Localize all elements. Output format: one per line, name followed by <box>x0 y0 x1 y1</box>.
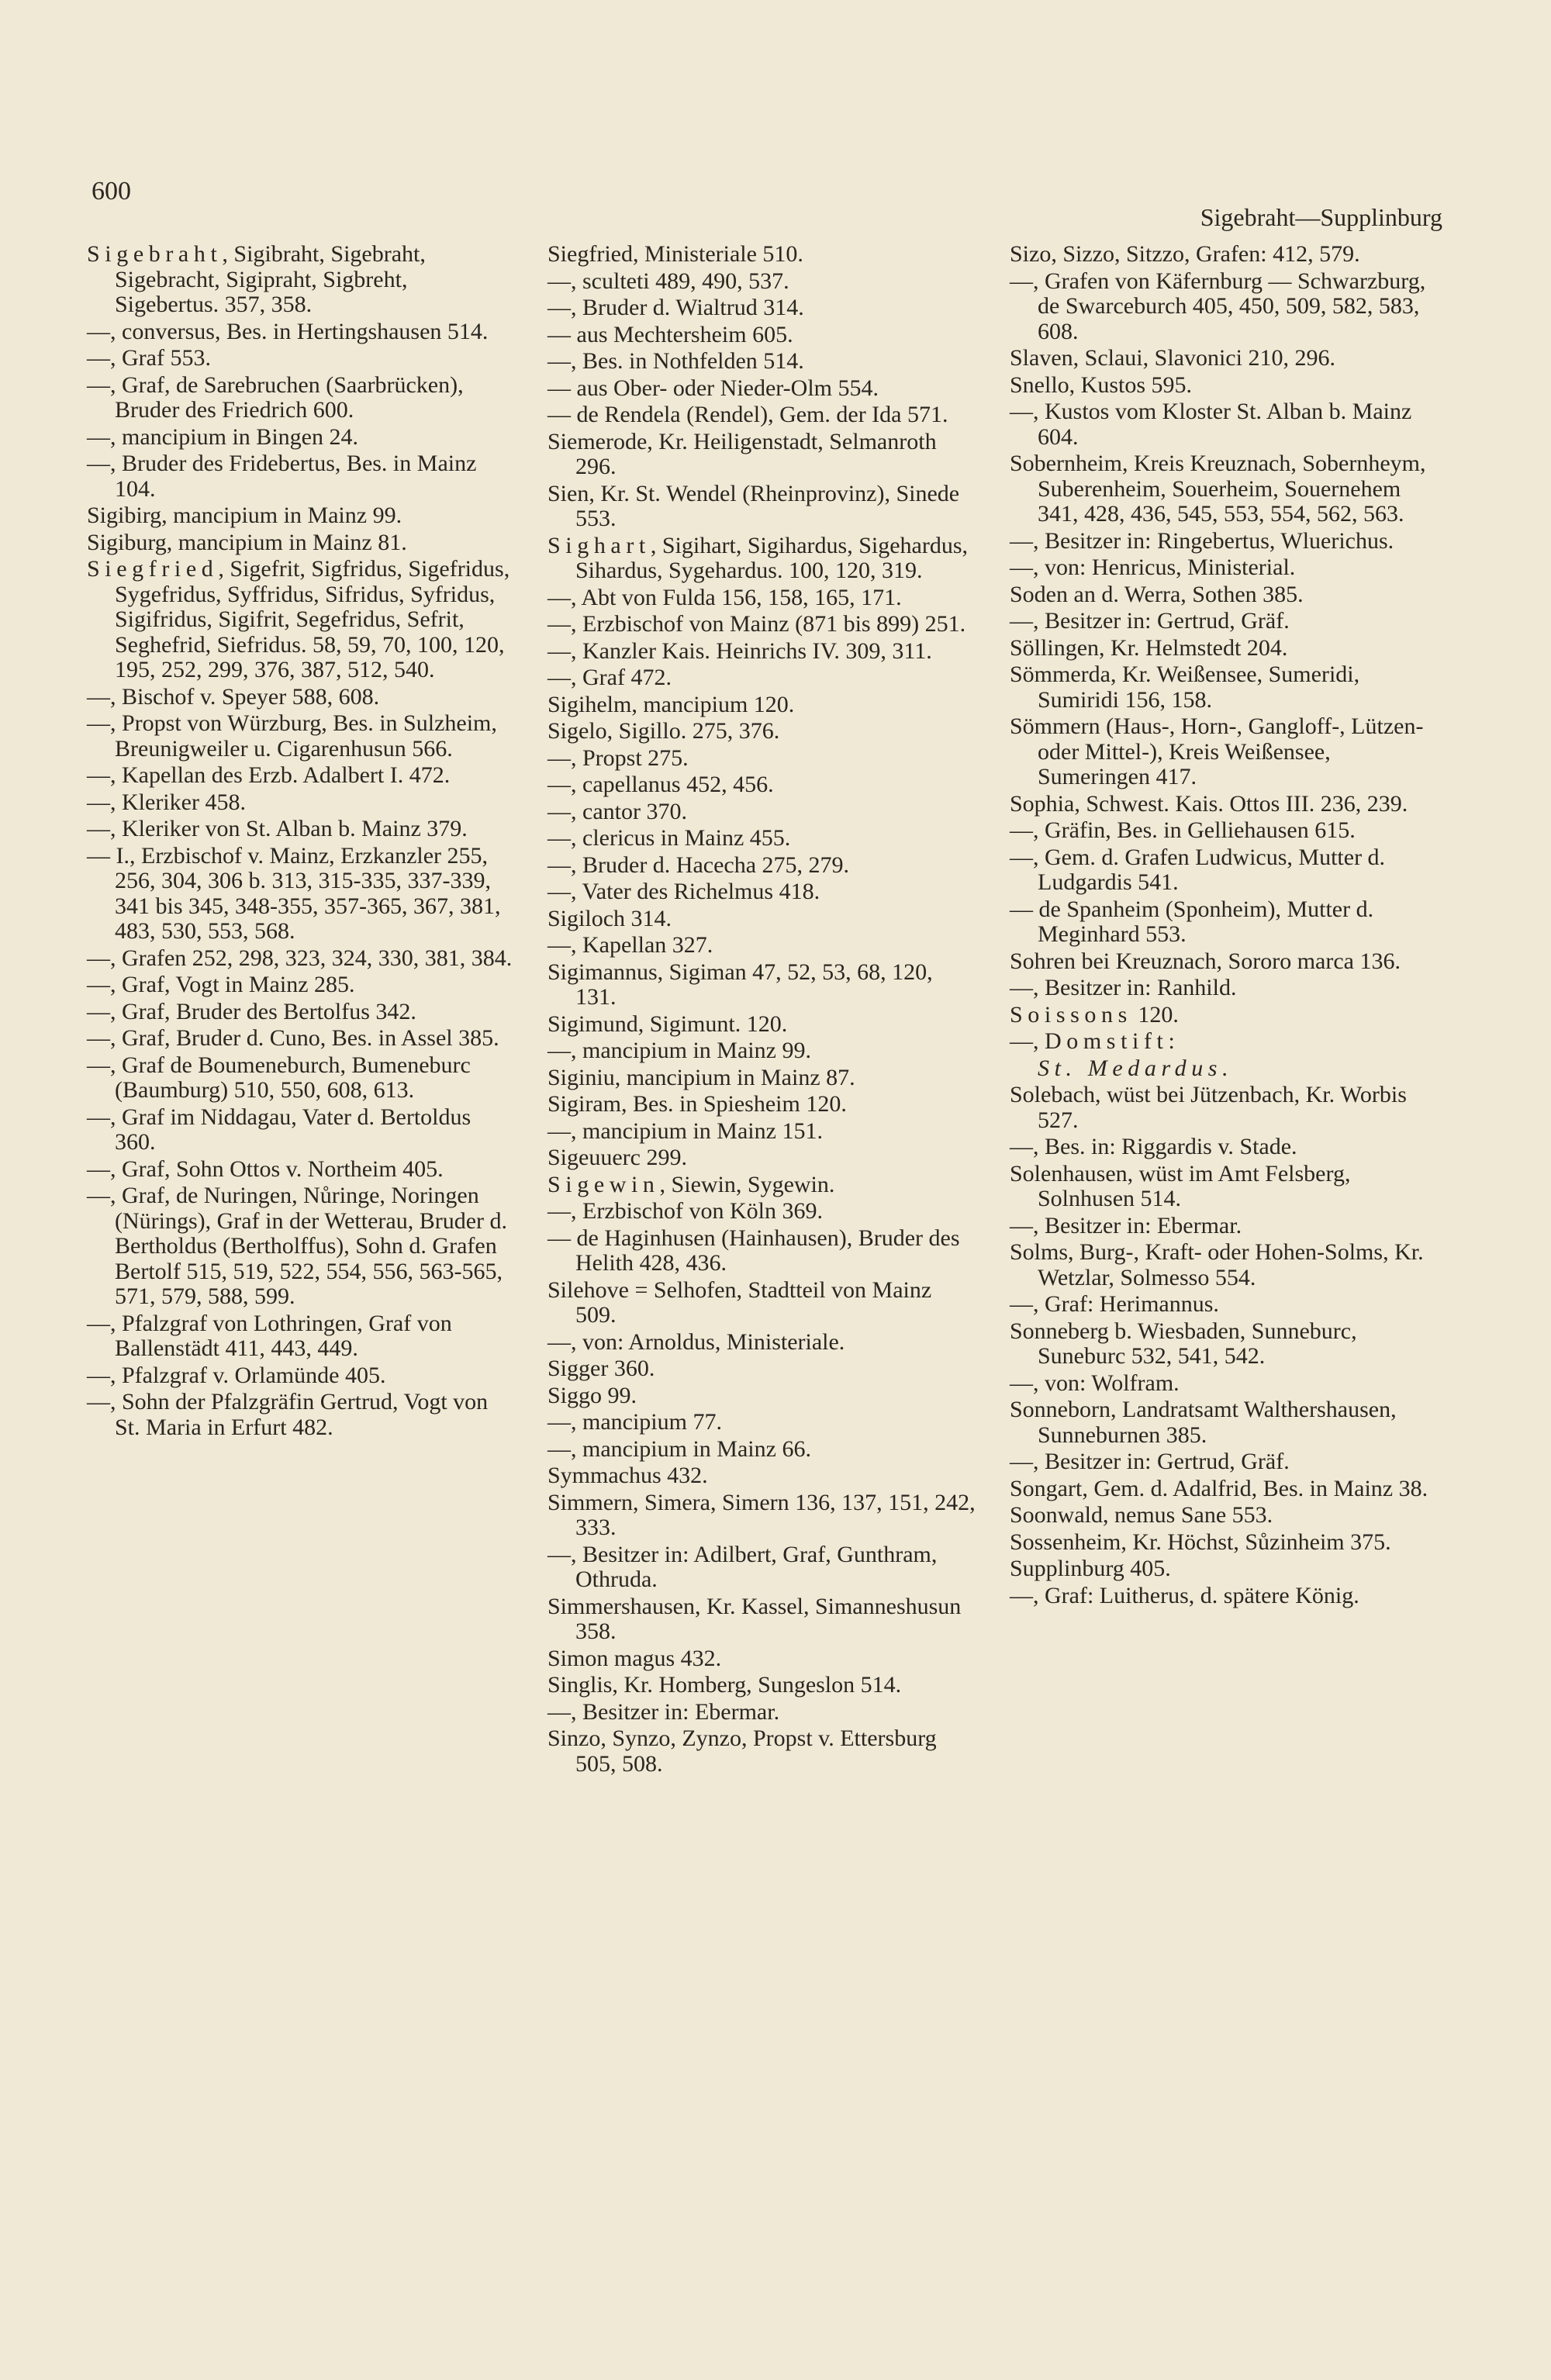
index-entry <box>87 1311 517 1362</box>
index-entry <box>1010 792 1444 817</box>
index-entry <box>548 430 978 480</box>
index-entry <box>1010 555 1444 581</box>
index-entry <box>548 826 978 851</box>
entry-text: 120. <box>1131 1001 1179 1028</box>
index-entry <box>1010 1397 1444 1448</box>
entry-text: Sömmerda, Kr. Weißensee, Sumeridi, Sumiridi 156, 158. <box>1010 661 1360 713</box>
entry-text: —, Bruder d. Hacecha 275, 279. <box>548 851 850 878</box>
index-entry <box>548 907 978 932</box>
entry-text: —, Kleriker 458. <box>87 789 246 815</box>
index-entry <box>548 1437 978 1463</box>
index-entry <box>548 1726 978 1777</box>
entry-text: Sossenheim, Kr. Höchst, Sůzinheim 375. <box>1010 1529 1391 1555</box>
index-entry <box>548 693 978 718</box>
index-entry <box>1010 269 1444 345</box>
spaced-headword: Sigewin <box>548 1171 660 1197</box>
entry-text: —, Graf: Herimannus. <box>1010 1291 1219 1317</box>
entry-text: —, Bischof v. Speyer 588, 608. <box>87 683 380 710</box>
index-entry <box>548 719 978 744</box>
entry-text: —, mancipium in Mainz 99. <box>548 1038 811 1063</box>
index-entry <box>548 269 978 295</box>
index-entry <box>87 946 517 972</box>
entry-text: Sonneberg b. Wiesbaden, Sunneburc, Suneburc 532, 541, 542. <box>1010 1318 1357 1369</box>
entry-text: Snello, Kustos 595. <box>1010 371 1193 398</box>
entry-text: Simmern, Simera, Simern 136, 137, 151, 242, 333. <box>548 1489 976 1540</box>
entry-text: —, Erzbischof von Köln 369. <box>548 1198 823 1224</box>
index-entry <box>87 972 517 998</box>
index-entry <box>548 1356 978 1382</box>
index-entry <box>548 1278 978 1328</box>
entry-text: Sigger 360. <box>548 1356 655 1381</box>
index-entry <box>548 1491 978 1541</box>
index-entry <box>548 1330 978 1356</box>
entry-text: —, Abt von Fulda 156, 158, 165, 171. <box>548 584 902 610</box>
index-entry <box>548 1383 978 1409</box>
index-entry <box>1010 976 1444 1001</box>
entry-text: Symmachus 432. <box>548 1463 708 1488</box>
index-entry <box>87 530 517 556</box>
entry-text: Sigihelm, mancipium 120. <box>548 691 795 717</box>
index-entry <box>548 960 978 1010</box>
index-entry <box>87 373 517 423</box>
index-entry <box>1010 1292 1444 1318</box>
index-entry <box>548 1092 978 1117</box>
entry-text: —, Kanzler Kais. Heinrichs IV. 309, 311. <box>548 637 932 664</box>
index-entry <box>548 349 978 375</box>
entry-text: —, mancipium in Mainz 151. <box>548 1117 823 1144</box>
entry-text: Solms, Burg-, Kraft- oder Hohen-Solms, Kr. Wetzlar, Solmesso 554. <box>1010 1239 1424 1290</box>
index-entry <box>548 295 978 321</box>
entry-text: —, Kleriker von St. Alban b. Mainz 379. <box>87 816 468 841</box>
entry-text: —, Besitzer in: Ringebertus, Wluerichus. <box>1010 527 1394 554</box>
index-entry <box>87 346 517 371</box>
spaced-headword: Sighart <box>548 532 651 558</box>
entry-text: —, Graf, Sohn Ottos v. Northeim 405. <box>87 1155 444 1182</box>
index-entry <box>1010 1503 1444 1529</box>
entry-text: —, Bruder d. Wialtrud 314. <box>548 295 804 320</box>
index-entry <box>87 685 517 710</box>
entry-text: —, Graf, Vogt in Mainz 285. <box>87 972 355 997</box>
index-entry <box>548 1038 978 1064</box>
entry-text: Siginiu, mancipium in Mainz 87. <box>548 1064 855 1090</box>
entry-text: —, von: Henricus, Ministerial. <box>1010 554 1296 580</box>
entry-text: Sien, Kr. St. Wendel (Rheinprovinz), Sinede 553. <box>548 480 960 531</box>
entry-text: —, Besitzer in: Ebermar. <box>548 1698 780 1725</box>
entry-text: —, Graf de Boumeneburch, Bumeneburc (Baumburg) 510, 550, 608, 613. <box>87 1052 471 1103</box>
entry-text: Sigiram, Bes. in Spiesheim 120. <box>548 1091 847 1117</box>
entry-text: —, sculteti 489, 490, 537. <box>548 268 789 294</box>
entry-text: Simon magus 432. <box>548 1645 722 1671</box>
page-number: 600 <box>92 177 131 206</box>
index-entry <box>1010 845 1444 896</box>
entry-text: —, Graf 553. <box>87 345 211 371</box>
spaced-headword: Siegfried <box>87 556 219 582</box>
entry-text: —, Kapellan 327. <box>548 932 713 958</box>
index-entry <box>548 1119 978 1145</box>
entry-text: — aus Mechtersheim 605. <box>548 321 793 347</box>
index-entry <box>548 242 978 268</box>
entry-text: —, Graf, Bruder d. Cuno, Bes. in Assel 385. <box>87 1025 499 1051</box>
index-entry <box>1010 1584 1444 1609</box>
entry-text: Sigiburg, mancipium in Mainz 81. <box>87 529 407 555</box>
index-entry <box>548 1173 978 1198</box>
index-entry <box>87 425 517 451</box>
entry-text: Sinzo, Synzo, Zynzo, Propst v. Ettersburg 505, 508. <box>548 1725 937 1777</box>
entry-text: —, Besitzer in: Ebermar. <box>1010 1212 1242 1238</box>
entry-text: Sohren bei Kreuznach, Sororo marca 136. <box>1010 948 1401 974</box>
running-head: Sigebraht—Supplinburg <box>1200 203 1442 231</box>
entry-text: Sigelo, Sigillo. 275, 376. <box>548 718 780 744</box>
entry-text: —, Pfalzgraf v. Orlamünde 405. <box>87 1362 386 1388</box>
index-entry <box>1010 582 1444 608</box>
entry-text: Sigeuuerc 299. <box>548 1145 687 1170</box>
index-entry <box>1010 1371 1444 1397</box>
entry-text: , Sigibraht, Sigebraht, Sigebracht, Sigipraht, Sigbreht, Sigebertus. 357, 358. <box>115 241 426 317</box>
index-entry <box>548 534 978 584</box>
index-entry <box>87 1183 517 1310</box>
entry-text: —, capellanus 452, 456. <box>548 772 774 797</box>
index-entry <box>548 879 978 905</box>
index-entry <box>1010 1162 1444 1212</box>
entry-text: Soonwald, nemus Sane 553. <box>1010 1502 1273 1528</box>
index-entry <box>548 772 978 798</box>
entry-text: Sigimund, Sigimunt. 120. <box>548 1010 788 1037</box>
index-entry <box>548 800 978 825</box>
index-entry <box>1010 1530 1444 1556</box>
index-entry <box>548 1145 978 1171</box>
entry-text: Solebach, wüst bei Jützenbach, Kr. Worbis 527. <box>1010 1082 1407 1133</box>
entry-text: Sizo, Sizzo, Sitzzo, Grafen: 412, 579. <box>1010 241 1360 267</box>
entry-text: Soden an d. Werra, Sothen 385. <box>1010 581 1304 607</box>
index-entry <box>87 1157 517 1183</box>
entry-text: , Siewin, Sygewin. <box>659 1171 835 1197</box>
index-entry <box>87 1105 517 1155</box>
entry-text: —, Erzbischof von Mainz (871 bis 899) 251. <box>548 611 966 637</box>
spaced-headword: Soissons <box>1010 1001 1132 1028</box>
entry-text: Slaven, Sclaui, Slavonici 210, 296. <box>1010 345 1335 371</box>
entry-text: —, Graf, Bruder des Bertolfus 342. <box>87 998 416 1024</box>
index-entry <box>1010 949 1444 975</box>
index-entry <box>1010 636 1444 661</box>
entry-text: —, Bes. in: Riggardis v. Stade. <box>1010 1134 1297 1159</box>
entry-text: —, cantor 370. <box>548 798 687 824</box>
index-entry <box>548 1463 978 1489</box>
index-entry <box>87 451 517 502</box>
entry-text: —, Propst 275. <box>548 744 689 771</box>
spaced-headword: Sigebraht <box>87 241 223 267</box>
entry-text: —, Pfalzgraf von Lothringen, Graf von Ballenstädt 411, 443, 449. <box>87 1310 452 1361</box>
index-entry <box>1010 1319 1444 1370</box>
entry-text: —, Vater des Richelmus 418. <box>548 879 820 904</box>
index-entry <box>1010 662 1444 713</box>
entry-text: Supplinburg 405. <box>1010 1556 1171 1581</box>
index-entry <box>548 323 978 348</box>
entry-text: —, Gem. d. Grafen Ludwicus, Mutter d. Ludgardis 541. <box>1010 844 1386 895</box>
entry-text: —, Grafen 252, 298, 323, 324, 330, 381, 384. <box>87 945 513 971</box>
index-entry <box>548 1226 978 1276</box>
index-entry <box>87 1363 517 1389</box>
index-entry <box>548 1410 978 1435</box>
index-column-2 <box>548 242 978 1778</box>
index-entry <box>1010 1135 1444 1160</box>
entry-text: —, Besitzer in: Gertrud, Gräf. <box>1010 608 1290 634</box>
index-entry <box>87 1026 517 1052</box>
entry-text: —, Graf: Luitherus, d. spätere König. <box>1010 1582 1359 1608</box>
index-entry <box>548 1012 978 1038</box>
index-entry <box>1010 1240 1444 1290</box>
index-entry <box>548 1646 978 1672</box>
index-entry <box>87 503 517 529</box>
index-entry <box>548 586 978 611</box>
index-entry <box>1010 346 1444 371</box>
entry-text: —, Propst von Würzburg, Bes. in Sulzheim, Breunigweiler u. Cigarenhusun 566. <box>87 710 497 762</box>
index-column-1 <box>87 242 517 1442</box>
entry-text: Solenhausen, wüst im Amt Felsberg, Solnhusen 514. <box>1010 1160 1351 1211</box>
index-entry <box>548 1199 978 1225</box>
index-entry <box>1010 609 1444 634</box>
entry-text: — I., Erzbischof v. Mainz, Erzkanzler 255, 256, 304, 306 b. 313, 315-335, 337-339, 341 bis 345, 348-355, 357-365, 367, 381, 483, 530, 553, 568. <box>87 842 501 944</box>
entry-text: Söllingen, Kr. Helmstedt 204. <box>1010 634 1288 661</box>
entry-text: Siemerode, Kr. Heiligenstadt, Selmanroth 296. <box>548 428 937 479</box>
spaced-headword: Domstift: <box>1045 1028 1180 1054</box>
index-entry <box>87 1000 517 1025</box>
entry-text: —, Besitzer in: Ranhild. <box>1010 975 1237 1000</box>
index-entry <box>1010 818 1444 844</box>
index-entry <box>548 639 978 665</box>
entry-text: , Sigihart, Sigihardus, Sigehardus, Sihardus, Sygehardus. 100, 120, 319. <box>575 532 969 583</box>
index-entry <box>548 482 978 532</box>
index-entry <box>1010 1449 1444 1475</box>
entry-text: —, von: Wolfram. <box>1010 1370 1180 1396</box>
entry-text: —, clericus in Mainz 455. <box>548 825 791 851</box>
index-entry <box>548 376 978 402</box>
index-entry <box>87 242 517 318</box>
entry-text: —, Bruder des Fridebertus, Bes. in Mainz 104. <box>87 451 477 502</box>
index-entry <box>87 711 517 762</box>
index-entry <box>1010 1083 1444 1133</box>
entry-text: —, Kustos vom Kloster St. Alban b. Mainz 604. <box>1010 399 1412 450</box>
entry-text: Sömmern (Haus-, Horn-, Gangloff-, Lützen- oder Mittel-), Kreis Weißensee, Sumeringen 417. <box>1010 713 1424 789</box>
entry-text: — de Haginhusen (Hainhausen), Bruder des Helith 428, 436. <box>548 1225 960 1276</box>
index-entry <box>1010 714 1444 790</box>
index-entry <box>1010 1477 1444 1502</box>
index-entry <box>87 790 517 816</box>
index-entry <box>1010 399 1444 450</box>
index-entry <box>1010 451 1444 527</box>
index-column-3 <box>1010 242 1444 1610</box>
index-entry <box>548 402 978 428</box>
index-entry <box>548 1542 978 1593</box>
entry-text: —, von: Arnoldus, Ministeriale. <box>548 1328 845 1355</box>
entry-text: , Sigefrit, Sigfridus, Sigefridus, Sygefridus, Syffridus, Sifridus, Syfridus, Sigifridus, Sigifrit, Segefridus, Sefrit, Seghefrid, Siefridus. 58, 59, 70, 100, 120, 195, 252, 299, 376, 387, 512, 540. <box>115 556 510 682</box>
entry-text: —, Grafen von Käfernburg — Schwarzburg, de Swarceburch 405, 450, 509, 582, 583, 608. <box>1010 268 1426 344</box>
entry-text: —, Bes. in Nothfelden 514. <box>548 348 804 374</box>
entry-text: —, Sohn der Pfalzgräfin Gertrud, Vogt von St. Maria in Erfurt 482. <box>87 1389 489 1440</box>
entry-text: Simmershausen, Kr. Kassel, Simanneshusun 358. <box>548 1593 962 1644</box>
entry-text: —, Gräfin, Bes. in Gelliehausen 615. <box>1010 817 1356 843</box>
entry-text: —, Graf im Niddagau, Vater d. Bertoldus 360. <box>87 1104 472 1155</box>
index-entry <box>1010 373 1444 399</box>
index-entry <box>548 1700 978 1725</box>
index-entry <box>1010 1556 1444 1582</box>
entry-text: — de Rendela (Rendel), Gem. der Ida 571. <box>548 402 948 427</box>
entry-text: Siegfried, Ministeriale 510. <box>548 241 803 267</box>
index-entry <box>548 853 978 879</box>
index-entry <box>87 557 517 683</box>
entry-text: Sigimannus, Sigiman 47, 52, 53, 68, 120, 131. <box>548 959 933 1010</box>
entry-text: —, Graf, de Sarebruchen (Saarbrücken), Bruder des Friedrich 600. <box>87 371 464 423</box>
entry-text: —, Besitzer in: Adilbert, Graf, Gunthram, Othruda. <box>548 1541 938 1592</box>
index-entry <box>1010 1003 1444 1028</box>
index-entry <box>87 320 517 345</box>
entry-text: — aus Ober- oder Nieder-Olm 554. <box>548 375 879 401</box>
index-entry <box>1010 529 1444 554</box>
index-entry <box>548 612 978 637</box>
entry-text: —, mancipium in Mainz 66. <box>548 1435 811 1462</box>
index-entry <box>87 817 517 842</box>
entry-text: — de Spanheim (Sponheim), Mutter d. Meginhard 553. <box>1010 896 1374 947</box>
index-entry <box>1010 242 1444 268</box>
entry-text: Songart, Gem. d. Adalfrid, Bes. in Mainz 38. <box>1010 1475 1428 1501</box>
index-entry <box>1010 897 1444 948</box>
entry-text: —, Kapellan des Erzb. Adalbert I. 472. <box>87 762 451 788</box>
index-entry <box>548 665 978 691</box>
entry-text: Sonneborn, Landratsamt Walthershausen, Sunneburnen 385. <box>1010 1397 1397 1448</box>
index-entry <box>87 763 517 789</box>
index-entry <box>548 933 978 959</box>
index-entry <box>548 746 978 772</box>
index-entry <box>87 1390 517 1440</box>
entry-text: Singlis, Kr. Homberg, Sungeslon 514. <box>548 1672 902 1698</box>
italic-reference: St. Medardus. <box>1038 1055 1234 1081</box>
entry-text: Silehove = Selhofen, Stadtteil von Mainz 509. <box>548 1276 932 1328</box>
entry-text: —, mancipium 77. <box>548 1409 722 1435</box>
index-entry <box>548 1594 978 1645</box>
entry-text: —, conversus, Bes. in Hertingshausen 514. <box>87 318 489 344</box>
entry-text: Sobernheim, Kreis Kreuznach, Sobernheym, Suberenheim, Souerheim, Souernehem 341, 428, 436, 545, 553, 554, 562, 563. <box>1010 451 1426 527</box>
entry-text: —, Graf, de Nuringen, Nůringe, Noringen (Nürings), Graf in der Wetterau, Bruder d. Bertholdus (Bertholffus), Sohn d. Grafen Bertolf 515, 519, 522, 554, 556, 563-565, 571, 579, 588, 599. <box>87 1183 508 1309</box>
entry-text: —, Besitzer in: Gertrud, Gräf. <box>1010 1449 1290 1474</box>
entry-text: —, mancipium in Bingen 24. <box>87 423 358 450</box>
index-entry <box>1010 1029 1444 1055</box>
index-entry <box>87 1053 517 1104</box>
index-entry <box>1010 1056 1444 1082</box>
entry-text: Sigiloch 314. <box>548 905 672 931</box>
index-entry <box>548 1673 978 1698</box>
entry-text: —, Graf 472. <box>548 665 672 690</box>
index-entry <box>548 1066 978 1091</box>
index-entry <box>87 844 517 945</box>
entry-text: Sigibirg, mancipium in Mainz 99. <box>87 503 402 528</box>
entry-text: Siggo 99. <box>548 1382 637 1408</box>
entry-text: —, <box>1010 1028 1045 1054</box>
entry-text: Sophia, Schwest. Kais. Ottos III. 236, 239. <box>1010 790 1408 817</box>
index-entry <box>1010 1214 1444 1239</box>
